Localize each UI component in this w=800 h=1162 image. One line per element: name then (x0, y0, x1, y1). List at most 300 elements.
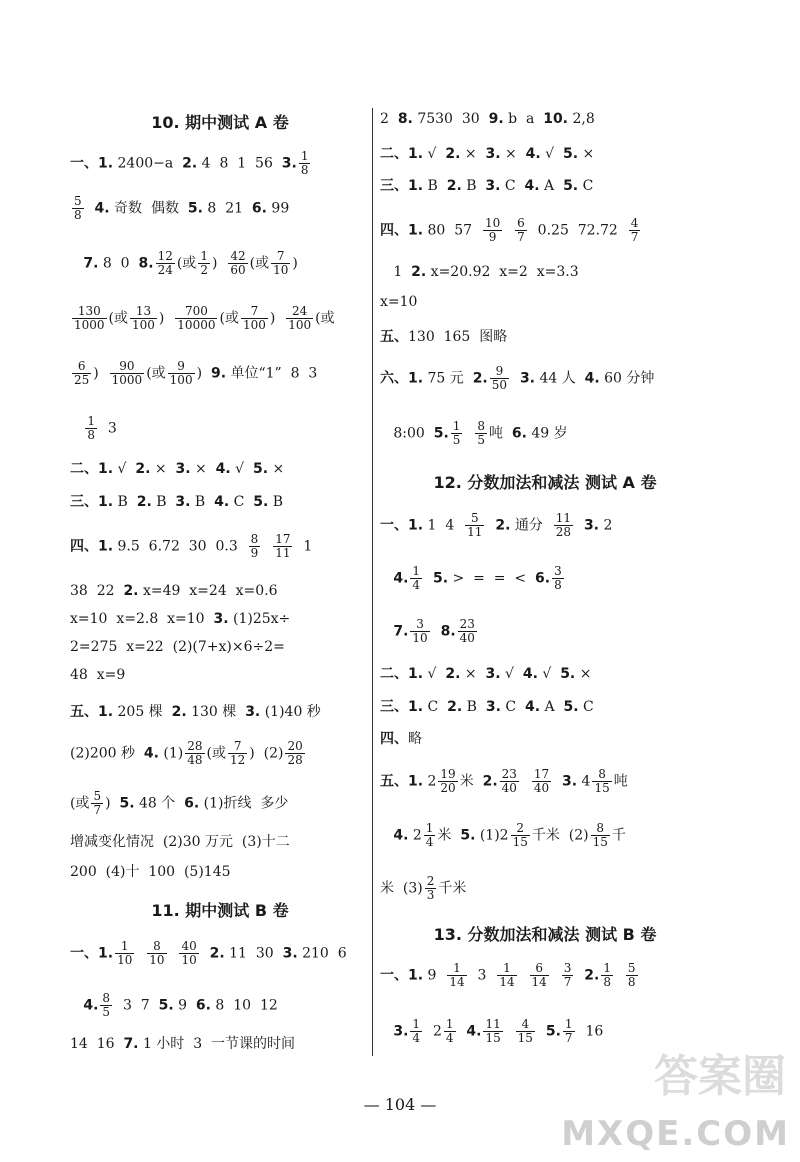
denominator: 7 (93, 803, 102, 817)
answer-line (70, 610, 290, 628)
answer-line (380, 875, 466, 902)
question-number: 4. (215, 461, 231, 477)
answer-text: × (150, 461, 176, 477)
question-number: 三、1. (380, 699, 424, 715)
denominator: 15 (512, 835, 528, 849)
question-number: 4. (522, 666, 538, 682)
denominator: 28 (287, 753, 303, 767)
numerator: 8 (102, 991, 111, 1005)
answer-text: C (229, 494, 254, 510)
question-number: 4. (94, 200, 110, 217)
answer-text: (1)折线 多少 (199, 795, 289, 812)
question-number: 2. (482, 773, 498, 790)
answer-text: 1 小时 3 一节课的时间 (138, 1036, 296, 1052)
question-number: 2. (136, 494, 152, 510)
denominator: 10 (273, 263, 289, 277)
numerator: 6 (72, 360, 91, 374)
answer-text: (或 (219, 310, 239, 327)
question-number: 5. (563, 178, 579, 194)
fraction (179, 940, 198, 967)
fraction (451, 420, 463, 447)
question-number: 五、1. (70, 704, 114, 720)
question-number: 8. (397, 111, 413, 127)
question-number: 5. (119, 795, 135, 812)
numerator: 1 (87, 414, 95, 428)
answer-line (380, 145, 594, 163)
question-number: 5. (545, 1023, 561, 1040)
question-number: 一、1. (380, 517, 424, 534)
answer-text (519, 968, 528, 984)
question-number: 8. (138, 255, 154, 272)
question-number: 8. (440, 623, 456, 640)
numerator: 7 (241, 305, 268, 319)
answer-line (380, 328, 507, 346)
denominator: 4 (445, 1031, 454, 1045)
answer-text: 8 0 (98, 255, 139, 272)
answer-text: 7530 30 (412, 111, 489, 127)
question-number: 3. (282, 945, 298, 962)
question-number: 三、1. (70, 494, 114, 510)
answer-line (380, 512, 612, 539)
answer-text (380, 828, 393, 844)
numerator: 1 (300, 149, 309, 163)
answer-text: 80 57 (423, 222, 481, 239)
fraction (147, 940, 166, 967)
numerator: 17 (533, 767, 550, 781)
answer-text: 单位“1” 8 3 (226, 365, 318, 382)
question-number: 四、1. (380, 222, 424, 239)
numerator: 1 (447, 962, 466, 976)
answer-text: (或 (249, 255, 270, 272)
denominator: 7 (517, 230, 525, 244)
answer-text: 通分 (510, 517, 552, 534)
answer-line (70, 493, 283, 511)
fraction (100, 992, 112, 1019)
denominator: 8 (554, 578, 562, 592)
denominator: 5 (452, 433, 461, 447)
answer-text: × (190, 461, 216, 477)
fraction (497, 962, 516, 989)
question-number: 2. (135, 461, 151, 477)
answer-text (262, 539, 271, 555)
numerator: 130 (72, 305, 107, 319)
numerator: 5 (74, 194, 82, 208)
answer-text: (1) (158, 745, 184, 762)
fraction (516, 1018, 535, 1045)
answer-line (380, 293, 417, 311)
denominator: 4 (412, 578, 421, 592)
answer-text: 48 个 (134, 795, 185, 812)
answer-text: 60 分钟 (599, 370, 655, 387)
answer-line (380, 698, 594, 716)
answer-line (70, 740, 307, 767)
answer-line (70, 250, 298, 277)
answer-text: B (461, 178, 486, 194)
answer-text: (2)200 秒 (70, 745, 144, 762)
numerator: 8 (592, 768, 611, 782)
denominator: 10 (181, 953, 197, 967)
fraction (532, 768, 551, 795)
answer-text: A (540, 699, 564, 715)
fraction (286, 305, 313, 332)
question-number: 2. (445, 146, 461, 162)
answer-text: 增减变化情况 (2)30 万元 (3)十二 (70, 834, 290, 850)
answer-text (521, 774, 530, 790)
answer-text: √ (540, 146, 563, 162)
answer-text: C (500, 699, 525, 715)
numerator: 11 (485, 1017, 501, 1031)
answer-text (86, 201, 95, 217)
answer-text (424, 571, 433, 587)
page-number: — 104 — (363, 1095, 437, 1114)
answer-text: (1)40 秒 (260, 704, 321, 720)
question-number: 2. (446, 178, 462, 194)
numerator: 7 (228, 740, 247, 754)
answer-text: √ (113, 461, 136, 477)
denominator: 8 (603, 975, 611, 989)
denominator: 10 (149, 953, 165, 967)
answer-text: 3 (468, 967, 496, 984)
fraction (299, 150, 311, 177)
answer-text: 4 (577, 773, 591, 790)
denominator: 40 (459, 631, 475, 645)
question-number: 2. (209, 945, 225, 962)
denominator: 100 (288, 318, 312, 332)
answer-line (70, 1035, 295, 1053)
numerator: 9 (168, 360, 195, 374)
answer-text (464, 426, 473, 442)
question-number: 2. (584, 967, 600, 984)
question-number: 4. (584, 370, 600, 387)
answer-text: 1 (294, 538, 313, 555)
answer-text (70, 421, 83, 437)
answer-text: (或 (206, 745, 226, 762)
question-number: 3. (519, 370, 535, 387)
question-number: 五、 (380, 329, 408, 345)
answer-line (70, 992, 278, 1019)
answer-text: 16 (576, 1023, 604, 1040)
question-number: 4. (525, 146, 541, 162)
denominator: 14 (499, 975, 515, 989)
question-number: 5. (563, 699, 579, 715)
question-number: 3. (562, 773, 578, 790)
denominator: 5 (477, 433, 485, 447)
numerator: 1 (445, 1017, 454, 1031)
question-number: 3. (175, 461, 191, 477)
question-number: 二、1. (380, 666, 424, 682)
fraction (475, 420, 487, 447)
answer-line (70, 360, 317, 387)
answer-line (70, 195, 289, 222)
denominator: 10000 (177, 318, 216, 332)
answer-text: × (460, 666, 486, 682)
answer-text: 200 (4)十 100 (5)145 (70, 864, 231, 880)
question-number: 3. (245, 704, 261, 720)
denominator: 12 (230, 753, 246, 767)
answer-text (537, 1024, 546, 1040)
denominator: 2 (200, 263, 208, 277)
numerator: 1 (603, 961, 611, 975)
watermark-logo: 答案圈 (654, 1051, 786, 1102)
denominator: 15 (594, 781, 610, 795)
answer-line (380, 768, 628, 795)
question-number: 2. (495, 517, 511, 534)
answer-text: 2 (424, 1023, 442, 1040)
answer-line (380, 177, 593, 195)
fraction (438, 768, 457, 795)
fraction (562, 962, 574, 989)
question-number: 3. (485, 146, 501, 162)
question-number: 7. (123, 1036, 139, 1052)
answer-text: x=10 x=2.8 x=10 (70, 611, 214, 627)
numerator: 3 (554, 564, 562, 578)
answer-text: 205 棵 (113, 704, 172, 720)
numerator: 42 (230, 249, 246, 263)
answer-text: √ (423, 666, 446, 682)
answer-text (575, 518, 584, 534)
answer-text: (1)25x÷ (228, 611, 291, 627)
denominator: 15 (592, 835, 608, 849)
answer-text (551, 968, 560, 984)
question-number: 4. (83, 997, 99, 1014)
answer-text: 75 元 (423, 370, 473, 387)
fraction (444, 1018, 456, 1045)
answer-text: 9 (423, 967, 446, 984)
denominator: 14 (531, 975, 547, 989)
question-number: 一、1. (380, 967, 424, 984)
answer-line (380, 565, 566, 592)
fraction (228, 740, 247, 767)
answer-line (70, 790, 288, 817)
fraction (156, 250, 175, 277)
fraction (198, 250, 210, 277)
answer-text: (或 (315, 310, 335, 327)
numerator: 7 (271, 250, 290, 264)
numerator: 10 (484, 216, 501, 230)
answer-text: 8 10 12 (210, 997, 278, 1014)
fraction (228, 250, 247, 277)
denominator: 20 (440, 781, 456, 795)
answer-line (380, 420, 568, 447)
answer-text: 1 4 (423, 517, 464, 534)
denominator: 48 (187, 753, 203, 767)
answer-line (70, 940, 347, 967)
answer-text: B (462, 699, 486, 715)
fraction (500, 768, 519, 795)
denominator: 40 (533, 781, 550, 795)
answer-text: C (578, 699, 594, 715)
answer-text: ) (158, 310, 174, 327)
answer-line (70, 833, 290, 851)
denominator: 7 (564, 1031, 573, 1045)
fraction (175, 305, 217, 332)
answer-text: b a (503, 111, 544, 127)
question-number: 3. (213, 611, 229, 627)
answer-line (380, 962, 640, 989)
answer-text: ) (211, 255, 227, 272)
question-number: 6. (184, 795, 200, 812)
question-number: 5. (432, 570, 449, 587)
section-title: 13. 分数加法和减法 测试 B 卷 (433, 925, 657, 944)
answer-text: C (578, 178, 594, 194)
question-number: 5. (187, 200, 203, 217)
answer-text: 0.25 72.72 (528, 222, 627, 239)
answer-text: 130 棵 (186, 704, 246, 720)
answer-text: B (151, 494, 176, 510)
answer-text: 2 (408, 827, 422, 844)
answer-line (380, 365, 654, 392)
fraction (241, 305, 268, 332)
numerator: 3 (563, 961, 572, 975)
fraction (530, 962, 549, 989)
denominator: 9 (250, 546, 259, 560)
numerator: 6 (530, 962, 549, 976)
denominator: 5 (102, 1005, 111, 1019)
answer-text: 1 (380, 264, 412, 280)
answer-text (615, 968, 624, 984)
answer-text: x=49 x=24 x=0.6 (138, 583, 278, 599)
numerator: 1 (412, 564, 421, 578)
answer-text: ) (269, 310, 285, 327)
answer-text: ) (292, 255, 298, 272)
answer-text: A (539, 178, 564, 194)
question-number: 四、1. (70, 538, 114, 555)
question-number: 2. (411, 264, 427, 280)
denominator: 24 (157, 263, 173, 277)
question-number: 6. (251, 200, 267, 217)
answer-text: √ (230, 461, 253, 477)
answer-text: B (268, 494, 284, 510)
answer-text: × (575, 666, 592, 682)
numerator: 5 (465, 512, 484, 526)
fraction (410, 618, 429, 645)
numerator: 90 (110, 360, 145, 374)
answer-text: 99 (266, 200, 290, 217)
denominator: 15 (485, 1031, 501, 1045)
answer-text: 3 (99, 420, 117, 437)
question-number: 一、1. (70, 155, 114, 172)
answer-text (575, 968, 584, 984)
answer-text: 49 岁 (526, 425, 568, 442)
fraction (629, 217, 641, 244)
denominator: 15 (517, 1031, 533, 1045)
numerator: 9 (490, 365, 509, 379)
denominator: 7 (630, 230, 639, 244)
denominator: 14 (449, 975, 465, 989)
numerator: 700 (175, 305, 217, 319)
answer-text: 11 30 (224, 945, 283, 962)
question-number: 六、1. (380, 370, 424, 387)
fraction (115, 940, 134, 967)
answer-text (136, 946, 145, 962)
answer-line (70, 703, 321, 721)
question-number: 3. (485, 178, 501, 194)
answer-line (380, 618, 479, 645)
answer-text: C (500, 178, 525, 194)
answer-text: (或 (70, 795, 90, 812)
fraction (271, 250, 290, 277)
numerator: 23 (459, 617, 475, 631)
answer-text (553, 774, 562, 790)
answer-text: ) (196, 365, 211, 382)
numerator: 8 (477, 419, 485, 433)
answer-text (486, 518, 495, 534)
fraction (458, 618, 477, 645)
answer-text: 吨 (613, 773, 628, 790)
answer-text: 48 x=9 (70, 667, 126, 683)
fraction (483, 1018, 502, 1045)
question-number: 4. (393, 570, 409, 587)
numerator: 17 (275, 532, 291, 546)
answer-line (70, 305, 335, 332)
question-number: 5. (560, 666, 576, 682)
fraction (490, 365, 509, 392)
numerator: 4 (630, 216, 639, 230)
answer-text (380, 1024, 393, 1040)
question-number: 4. (143, 745, 159, 762)
answer-text: √ (537, 666, 561, 682)
answer-text: (或 (108, 310, 129, 327)
answer-text: > = = < (448, 570, 536, 587)
answer-text: 210 6 (297, 945, 347, 962)
answer-text: × (268, 461, 285, 477)
section-title: 11. 期中测试 B 卷 (151, 901, 289, 920)
question-number: 3. (281, 155, 297, 172)
question-number: 3. (393, 1023, 409, 1040)
numerator: 1 (412, 1017, 421, 1031)
answer-text: 4 8 1 56 (197, 155, 282, 172)
question-number: 二、1. (380, 146, 424, 162)
fraction (447, 962, 466, 989)
question-number: 6. (511, 425, 527, 442)
denominator: 28 (555, 525, 572, 539)
denominator: 50 (491, 378, 508, 392)
fraction (410, 1018, 422, 1045)
numerator: 5 (627, 961, 636, 975)
answer-text: 9 (173, 997, 196, 1014)
fraction (592, 768, 611, 795)
denominator: 3 (426, 888, 435, 902)
numerator: 2 (511, 822, 530, 836)
question-number: 5. (460, 827, 476, 844)
fraction (424, 822, 436, 849)
answer-text: (或 (176, 255, 197, 272)
denominator: 8 (87, 428, 95, 442)
answer-line (70, 863, 231, 881)
numerator: 13 (130, 305, 157, 319)
fraction (591, 822, 610, 849)
question-number: 2. (447, 699, 463, 715)
question-number: 三、1. (380, 178, 424, 194)
question-number: 5. (253, 494, 269, 510)
question-number: 4. (524, 178, 540, 194)
fraction (168, 360, 195, 387)
question-number: 二、1. (70, 461, 114, 477)
answer-text: 千米 (438, 880, 467, 897)
question-number: 5. (158, 997, 174, 1014)
answer-text: C (423, 699, 448, 715)
numerator: 23 (501, 767, 517, 781)
fraction (72, 305, 107, 332)
answer-text: 8:00 (380, 425, 434, 442)
fraction (85, 415, 97, 442)
answer-line (380, 110, 595, 128)
answer-line (380, 1018, 603, 1045)
numerator: 1 (497, 962, 516, 976)
answer-text: ) (2) (249, 745, 284, 762)
numerator: 8 (147, 940, 166, 954)
fraction (552, 565, 564, 592)
